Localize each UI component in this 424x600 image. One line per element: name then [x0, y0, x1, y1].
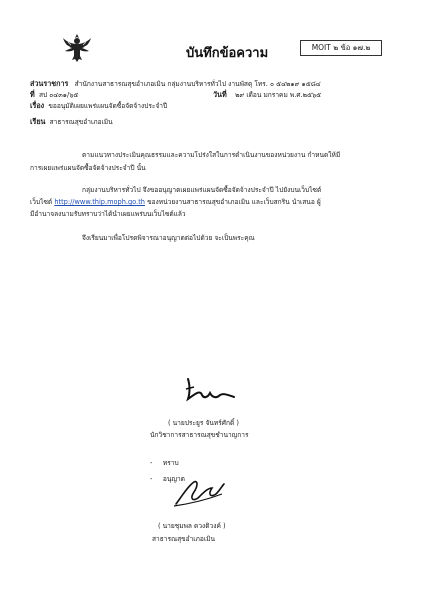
signer-1-position: นักวิชาการสาธารณสุขชำนาญการ: [150, 431, 249, 439]
to-value: สาธารณสุขอำเภอเมิน: [49, 118, 113, 126]
paragraph-2-line-1: กลุ่มงานบริหารทั่วไป จึงขออนุญาตเผยแพร่แผนจัดซื้อจัดจ้างประจำปี ไปยังบนเว็บไซต์: [82, 186, 322, 194]
option-approve: - อนุญาต: [150, 475, 185, 483]
subject-value: ขออนุมัติเผยแพร่แผนจัดซื้อจัดจ้างประจำปี: [48, 102, 168, 110]
signer-1-name: ( นายประยูร จันทร์ศักดิ์ ): [168, 419, 239, 427]
paragraph-2-line-3: มีอำนาจลงนามรับทราบว่าได้นำเผยแพร่บนเว็บไซต์แล้ว: [30, 210, 186, 218]
ref-value: สป ๐๔๓๑/๖๕: [38, 91, 79, 99]
option-dash: -: [150, 475, 153, 483]
doc-code-box: MOIT ๒ ข้อ ๑๗.๒: [300, 40, 382, 56]
signer-2-position: สาธารณสุขอำเภอเมิน: [152, 535, 215, 543]
website-link[interactable]: http://www.thip.moph.go.th: [54, 198, 145, 206]
to-label: เรียน: [30, 117, 46, 126]
signature-1-mark: [180, 375, 240, 403]
paragraph-2-line-2-rest: ของหน่วยงานสาธารณสุขอำเภอเมิน และเว็บสกริน นำเสนอ ผู้: [147, 198, 321, 206]
date-label: วันที่: [213, 90, 227, 99]
date-line: [213, 89, 321, 101]
agency-label: ส่วนราชการ: [30, 79, 69, 88]
paragraph-2-website-label: เว็บไซต์: [30, 198, 53, 206]
subject-label: เรื่อง: [30, 101, 45, 110]
date-value: ๒๙ เดือน มกราคม พ.ศ.๒๕๖๕: [235, 91, 322, 99]
subject-line: [30, 100, 167, 112]
ref-label: ที่: [30, 90, 35, 99]
agency-value: สำนักงานสาธารณสุขอำเภอเมิน กลุ่มงานบริหารทั่วไป งานพัสดุ โทร. ๐ ๕๔๒๑๙ ๑๕๘๔: [74, 80, 321, 88]
signer-2-name: ( นายชุมพล ดวงติวงค์ ): [158, 522, 226, 530]
option-acknowledge: - ทราบ: [150, 459, 179, 467]
paragraph-1-line-2: การเผยแพร่แผนจัดซื้อจัดจ้างประจำปี นั้น: [30, 164, 146, 172]
to-line: [30, 116, 113, 128]
closing-paragraph: จึงเรียนมาเพื่อโปรดพิจารณาอนุญาตต่อไปด้วย จะเป็นพระคุณ: [82, 234, 255, 242]
paragraph-2-line-2: [30, 196, 321, 207]
signature-2-mark: [172, 476, 228, 510]
option-dash: -: [150, 459, 153, 467]
paragraph-1-line-1: ตามแนวทางประเมินคุณธรรมและความโปร่งใสในการดำเนินงานของหน่วยงาน กำหนดให้มี: [82, 151, 341, 159]
memo-title: บันทึกข้อความ: [186, 46, 269, 61]
garuda-emblem-icon: [62, 32, 92, 64]
